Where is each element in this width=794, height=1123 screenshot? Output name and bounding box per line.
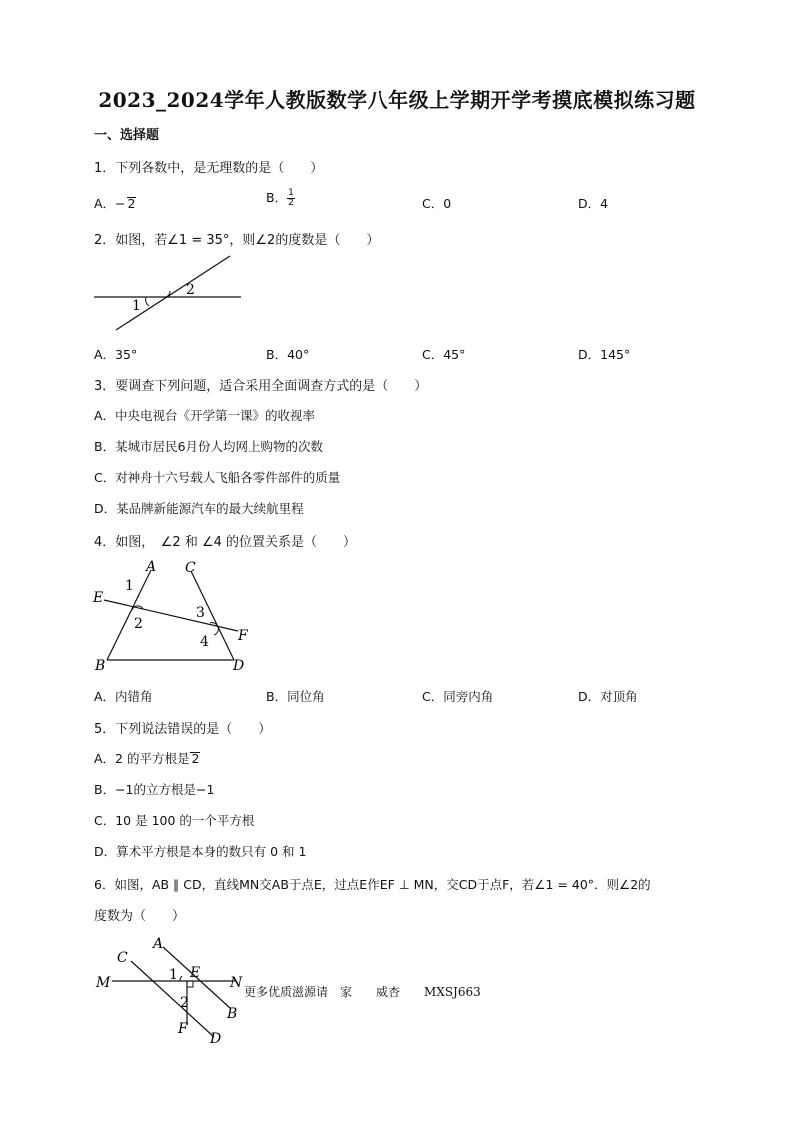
point-c-label: C [185, 560, 196, 576]
angle-4-label: 4 [200, 634, 209, 650]
question-6-stem-line-2: 度数为（ ） [94, 909, 186, 924]
sqrt-symbol: 2 [127, 196, 136, 211]
fraction: $\frac{1}{2}$ [288, 188, 294, 208]
question-4-stem: 4．如图， ∠2 和 ∠4 的位置关系是（ ） [94, 535, 357, 550]
point-a-label: A [146, 559, 157, 575]
question-1-stem: 1．下列各数中，是无理数的是（ ） [94, 161, 324, 176]
question-1-option-d: D．4 [578, 196, 609, 211]
point-a-label: A [153, 936, 164, 952]
point-d-label: D [210, 1031, 222, 1047]
question-3-option-b: B．某城市居民6月份人均网上购物的次数 [94, 439, 324, 454]
question-1-option-a: A．− 2 [94, 196, 136, 211]
question-3-stem: 3．要调查下列问题，适合采用全面调查方式的是（ ） [94, 379, 428, 394]
point-b-label: B [95, 658, 106, 674]
question-6-stem-line-1: 6．如图，AB ∥ CD，直线MN交AB于点E，过点E作EF ⊥ MN，交CD于点F，若∠1 = 40°．则∠2的 [94, 877, 651, 892]
question-2-option-a: A．35° [94, 347, 138, 362]
angle-2-label: 2 [186, 282, 195, 298]
point-c-label: C [117, 950, 128, 966]
question-4-option-b: B．同位角 [266, 689, 325, 704]
point-f-label: F [238, 628, 248, 644]
question-6-figure [90, 932, 250, 1047]
question-2-figure [90, 250, 250, 335]
section-heading: 一、选择题 [94, 128, 160, 143]
question-4-option-d: D．对顶角 [578, 689, 638, 704]
watermark-text: 更多优质滋源请 家 威杏 MXSJ663 [244, 985, 481, 999]
point-n-label: N [230, 975, 243, 991]
question-5-option-c: C．10 是 100 的一个平方根 [94, 813, 255, 828]
question-5-option-a: A．2 的平方根是 2 [94, 751, 200, 766]
point-e-label: E [93, 590, 104, 606]
point-e-label: E [190, 965, 201, 981]
question-5-stem: 5．下列说法错误的是（ ） [94, 722, 272, 737]
question-3-option-c: C．对神舟十六号载人飞船各零件部件的质量 [94, 470, 341, 485]
question-4-option-a: A．内错角 [94, 689, 153, 704]
question-4-figure [88, 557, 258, 675]
angle-2-label: 2 [134, 616, 143, 632]
question-3-option-d: D．某品牌新能源汽车的最大续航里程 [94, 501, 304, 516]
question-4-option-c: C．同旁内角 [422, 689, 494, 704]
question-5-option-b: B．−1的立方根是−1 [94, 782, 215, 797]
question-2-option-d: D．145° [578, 347, 631, 362]
sqrt-symbol: 2 [191, 751, 200, 766]
angle-3-label: 3 [196, 605, 205, 621]
question-2-option-b: B．40° [266, 347, 310, 362]
angle-1-label: 1 [132, 298, 141, 314]
point-d-label: D [233, 658, 245, 674]
question-3-option-a: A．中央电视台《开学第一课》的收视率 [94, 408, 316, 423]
question-2-option-c: C．45° [422, 347, 466, 362]
question-5-option-d: D．算术平方根是本身的数只有 0 和 1 [94, 844, 307, 859]
angle-1-label: 1 [125, 578, 134, 594]
page-title: 2023_2024学年人教版数学八年级上学期开学考摸底模拟练习题 [98, 88, 696, 112]
angle-2-label: 2 [180, 995, 189, 1011]
question-2-stem: 2．如图，若∠1 = 35°，则∠2的度数是（ ） [94, 233, 380, 248]
question-1-option-c: C．0 [422, 196, 452, 211]
point-f-label: F [178, 1021, 188, 1037]
point-b-label: B [227, 1006, 238, 1022]
angle-1-label: 1 [169, 967, 178, 983]
point-m-label: M [96, 975, 111, 991]
question-1-option-b: B． $\frac{1}{2}$ [266, 188, 294, 208]
